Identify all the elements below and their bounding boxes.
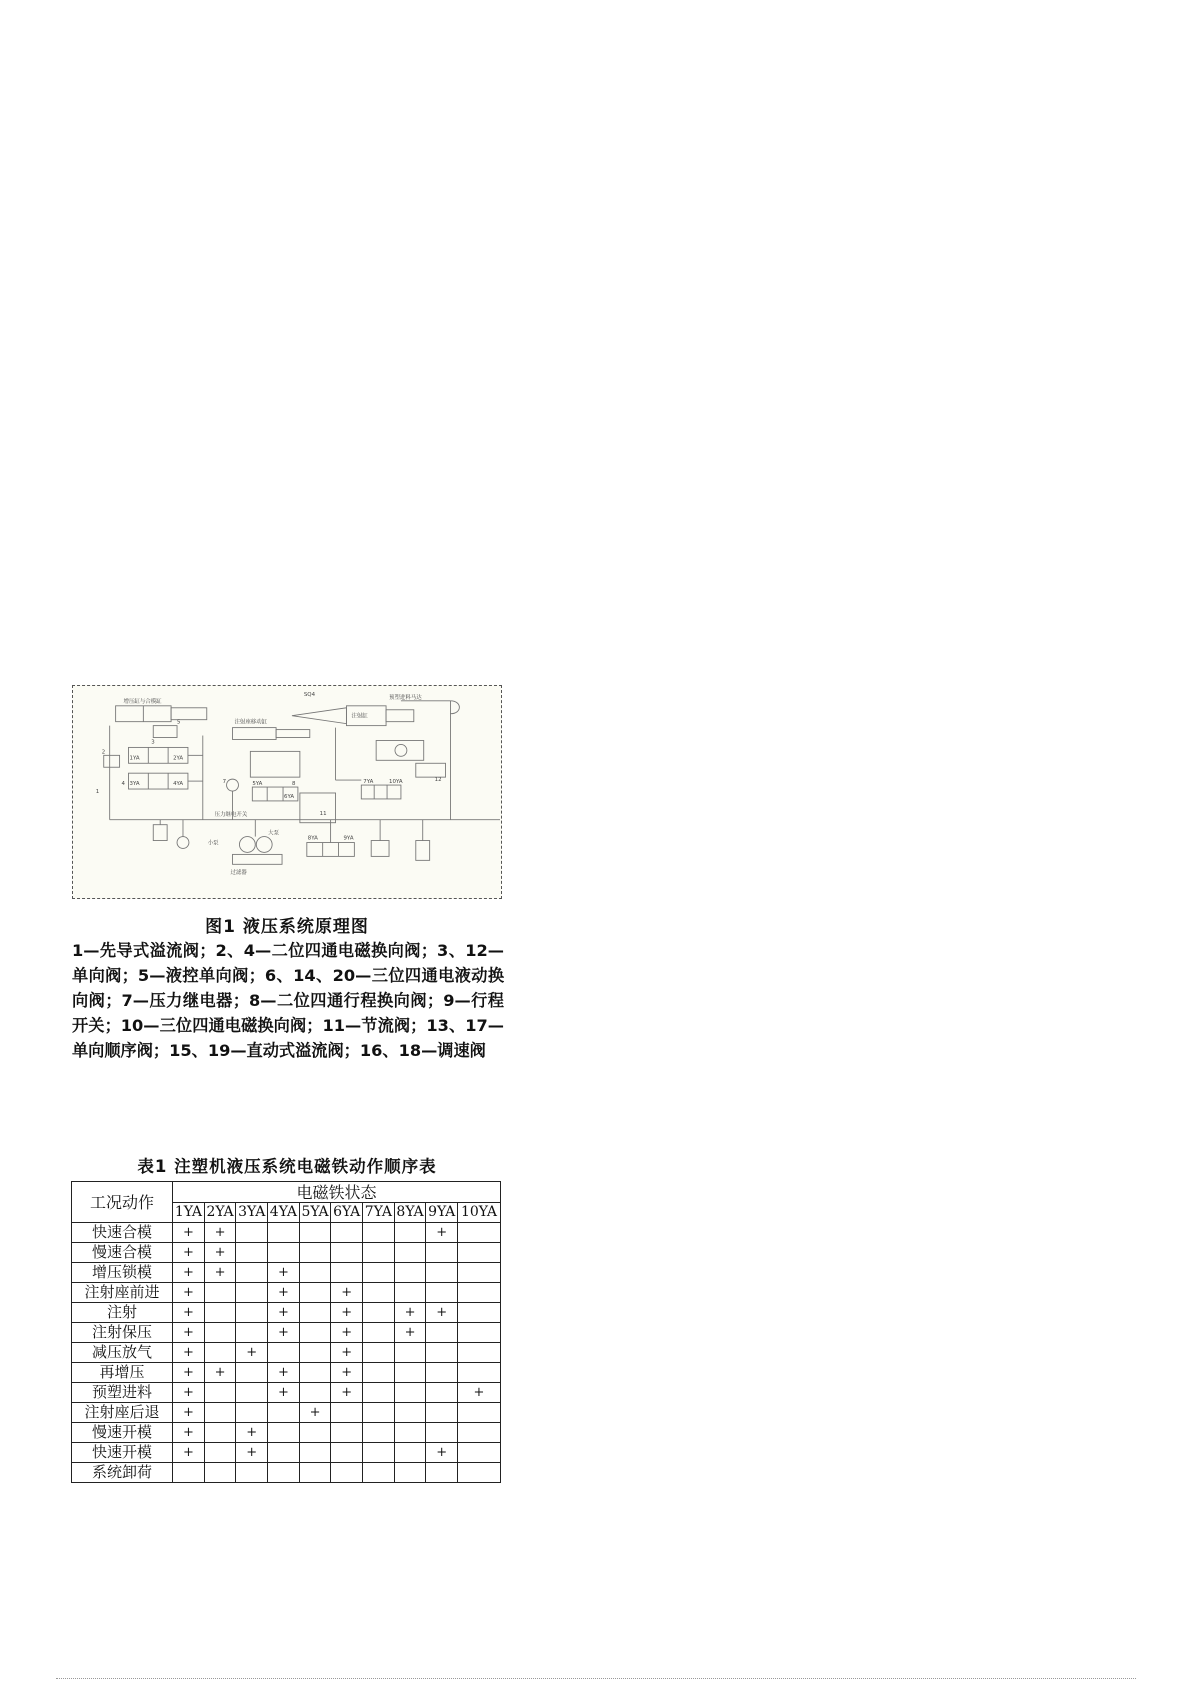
schematic-label-feed-motor: 预塑进料马达 bbox=[389, 694, 422, 701]
solenoid-state-cell bbox=[458, 1263, 501, 1283]
solenoid-state-cell bbox=[204, 1323, 236, 1343]
condition-cell: 再增压 bbox=[72, 1363, 173, 1383]
solenoid-state-cell bbox=[299, 1463, 331, 1483]
schematic-label-large-pump: 大泵 bbox=[268, 830, 280, 837]
solenoid-state-cell bbox=[204, 1463, 236, 1483]
solenoid-state-cell bbox=[363, 1263, 395, 1283]
solenoid-state-cell bbox=[268, 1223, 300, 1243]
condition-cell: 预塑进料 bbox=[72, 1383, 173, 1403]
schematic-label-7ya: 7YA bbox=[363, 779, 374, 786]
column-header-3ya: 3YA bbox=[236, 1203, 268, 1223]
solenoid-state-cell: + bbox=[331, 1363, 363, 1383]
schematic-label-3ya: 3YA bbox=[129, 781, 140, 788]
solenoid-state-cell bbox=[204, 1383, 236, 1403]
column-header-8ya: 8YA bbox=[394, 1203, 426, 1223]
schematic-label-clamp-cylinder: 增压缸与合模缸 bbox=[123, 698, 162, 705]
solenoid-state-cell bbox=[268, 1403, 300, 1423]
schematic-label-small-pump: 小泵 bbox=[207, 840, 219, 847]
solenoid-state-cell bbox=[394, 1463, 426, 1483]
solenoid-state-cell bbox=[331, 1443, 363, 1463]
solenoid-state-cell bbox=[236, 1403, 268, 1423]
condition-cell: 系统卸荷 bbox=[72, 1463, 173, 1483]
solenoid-state-cell: + bbox=[204, 1243, 236, 1263]
figure-legend: 1—先导式溢流阀；2、4—二位四通电磁换向阀；3、12—单向阀；5—液控单向阀；6、14、20—三位四通电液动换向阀；7—压力继电器；8—二位四通行程换向阀；9—行程开关；10—三位四通电磁换向阀；11—节流阀；13、17—单向顺序阀；15、19—直动式溢流阀；16、18—调速阀 bbox=[72, 941, 504, 1060]
solenoid-state-cell bbox=[236, 1383, 268, 1403]
solenoid-state-cell bbox=[299, 1343, 331, 1363]
solenoid-state-cell bbox=[331, 1223, 363, 1243]
schematic-label-8ya: 8YA bbox=[307, 835, 318, 842]
table-row bbox=[72, 1303, 501, 1323]
solenoid-state-cell: + bbox=[268, 1283, 300, 1303]
table-row bbox=[72, 1263, 501, 1283]
solenoid-state-cell: + bbox=[173, 1443, 205, 1463]
solenoid-state-cell bbox=[394, 1223, 426, 1243]
solenoid-state-cell: + bbox=[173, 1243, 205, 1263]
schematic-label-1ya: 1YA bbox=[129, 755, 140, 762]
table-row bbox=[72, 1283, 501, 1303]
solenoid-state-cell bbox=[331, 1403, 363, 1423]
solenoid-state-cell: + bbox=[204, 1363, 236, 1383]
solenoid-state-cell bbox=[236, 1463, 268, 1483]
solenoid-state-cell bbox=[299, 1363, 331, 1383]
condition-cell: 注射座后退 bbox=[72, 1403, 173, 1423]
solenoid-state-cell: + bbox=[173, 1423, 205, 1443]
table-body bbox=[72, 1223, 501, 1483]
solenoid-state-cell bbox=[394, 1263, 426, 1283]
solenoid-state-cell bbox=[299, 1443, 331, 1463]
solenoid-state-cell bbox=[299, 1283, 331, 1303]
solenoid-state-cell bbox=[236, 1323, 268, 1343]
solenoid-state-cell: + bbox=[236, 1423, 268, 1443]
schematic-label-9ya: 9YA bbox=[343, 835, 354, 842]
solenoid-state-cell bbox=[299, 1263, 331, 1283]
solenoid-state-cell bbox=[268, 1443, 300, 1463]
solenoid-state-cell bbox=[394, 1343, 426, 1363]
condition-cell: 注射保压 bbox=[72, 1323, 173, 1343]
solenoid-state-cell bbox=[204, 1423, 236, 1443]
solenoid-state-cell bbox=[363, 1303, 395, 1323]
condition-cell: 快速合模 bbox=[72, 1223, 173, 1243]
solenoid-state-cell bbox=[394, 1423, 426, 1443]
solenoid-state-cell: + bbox=[331, 1323, 363, 1343]
solenoid-state-cell bbox=[458, 1243, 501, 1263]
column-header-6ya: 6YA bbox=[331, 1203, 363, 1223]
table-row bbox=[72, 1423, 501, 1443]
schematic-label-injection-cylinder: 注射缸 bbox=[351, 713, 368, 720]
schematic-label-n8: 8 bbox=[291, 781, 296, 788]
solenoid-state-cell: + bbox=[458, 1383, 501, 1403]
solenoid-state-cell bbox=[363, 1443, 395, 1463]
solenoid-state-cell bbox=[204, 1403, 236, 1423]
solenoid-state-cell bbox=[299, 1223, 331, 1243]
schematic-label-n3: 3 bbox=[151, 739, 155, 746]
solenoid-state-cell bbox=[268, 1463, 300, 1483]
solenoid-state-cell bbox=[204, 1343, 236, 1363]
schematic-label-n7: 7 bbox=[222, 779, 227, 786]
solenoid-state-cell bbox=[458, 1443, 501, 1463]
solenoid-state-cell bbox=[426, 1363, 458, 1383]
solenoid-state-cell bbox=[458, 1343, 501, 1363]
solenoid-state-cell bbox=[426, 1243, 458, 1263]
solenoid-state-cell: + bbox=[173, 1383, 205, 1403]
solenoid-state-cell bbox=[363, 1383, 395, 1403]
solenoid-state-cell: + bbox=[331, 1283, 363, 1303]
solenoid-state-cell: + bbox=[173, 1223, 205, 1243]
solenoid-state-cell: + bbox=[236, 1343, 268, 1363]
schematic-label-6ya: 6YA bbox=[284, 793, 295, 800]
solenoid-state-cell bbox=[363, 1363, 395, 1383]
solenoid-state-cell bbox=[426, 1403, 458, 1423]
schematic-label-2ya: 2YA bbox=[173, 755, 184, 762]
solenoid-state-cell bbox=[204, 1443, 236, 1463]
figure-caption: 图1 液压系统原理图 bbox=[205, 917, 369, 937]
solenoid-state-cell bbox=[173, 1463, 205, 1483]
solenoid-state-cell bbox=[363, 1403, 395, 1423]
solenoid-state-cell bbox=[394, 1443, 426, 1463]
solenoid-state-cell: + bbox=[173, 1343, 205, 1363]
condition-cell: 减压放气 bbox=[72, 1343, 173, 1363]
table-row bbox=[72, 1383, 501, 1403]
solenoid-state-cell bbox=[363, 1463, 395, 1483]
solenoid-state-cell: + bbox=[268, 1303, 300, 1323]
solenoid-state-cell bbox=[394, 1243, 426, 1263]
solenoid-state-cell: + bbox=[426, 1223, 458, 1243]
solenoid-state-cell bbox=[458, 1403, 501, 1423]
column-header-9ya: 9YA bbox=[426, 1203, 458, 1223]
condition-cell: 快速开模 bbox=[72, 1443, 173, 1463]
table-row bbox=[72, 1343, 501, 1363]
solenoid-state-cell: + bbox=[236, 1443, 268, 1463]
solenoid-state-cell bbox=[299, 1323, 331, 1343]
solenoid-state-cell bbox=[426, 1463, 458, 1483]
condition-cell: 慢速合模 bbox=[72, 1243, 173, 1263]
solenoid-state-cell: + bbox=[173, 1303, 205, 1323]
solenoid-state-cell bbox=[363, 1323, 395, 1343]
solenoid-state-cell bbox=[458, 1463, 501, 1483]
solenoid-state-cell bbox=[394, 1383, 426, 1403]
solenoid-state-cell: + bbox=[394, 1323, 426, 1343]
solenoid-state-cell bbox=[331, 1263, 363, 1283]
column-header-1ya: 1YA bbox=[173, 1203, 205, 1223]
solenoid-state-cell: + bbox=[426, 1443, 458, 1463]
schematic-label-10ya: 10YA bbox=[389, 779, 403, 786]
solenoid-state-cell: + bbox=[173, 1403, 205, 1423]
page-bottom-rule bbox=[56, 1678, 1136, 1680]
solenoid-state-cell bbox=[236, 1303, 268, 1323]
schematic-label-filter: 过滤器 bbox=[230, 870, 247, 877]
solenoid-state-cell: + bbox=[204, 1223, 236, 1243]
solenoid-state-cell bbox=[458, 1423, 501, 1443]
column-header-4ya: 4YA bbox=[268, 1203, 300, 1223]
table-title: 表1 注塑机液压系统电磁铁动作顺序表 bbox=[137, 1157, 437, 1176]
table-row bbox=[72, 1463, 501, 1483]
column-header-5ya: 5YA bbox=[299, 1203, 331, 1223]
schematic-label-n11: 11 bbox=[319, 810, 327, 817]
solenoid-state-cell: + bbox=[268, 1263, 300, 1283]
schematic-label-sq4: SQ4 bbox=[303, 691, 316, 698]
solenoid-state-cell bbox=[331, 1463, 363, 1483]
solenoid-state-cell bbox=[236, 1243, 268, 1263]
solenoid-state-cell bbox=[299, 1423, 331, 1443]
table-row bbox=[72, 1443, 501, 1463]
solenoid-state-cell bbox=[458, 1283, 501, 1303]
column-header-10ya: 10YA bbox=[458, 1203, 501, 1223]
solenoid-state-cell: + bbox=[173, 1363, 205, 1383]
solenoid-state-cell: + bbox=[299, 1403, 331, 1423]
table-row bbox=[72, 1403, 501, 1423]
solenoid-state-cell bbox=[426, 1283, 458, 1303]
solenoid-state-cell bbox=[426, 1263, 458, 1283]
solenoid-state-cell bbox=[204, 1283, 236, 1303]
solenoid-state-cell bbox=[268, 1343, 300, 1363]
solenoid-state-cell: + bbox=[394, 1303, 426, 1323]
solenoid-state-cell: + bbox=[331, 1343, 363, 1363]
solenoid-state-cell bbox=[426, 1383, 458, 1403]
group-header-cell: 电磁铁状态 bbox=[173, 1182, 501, 1203]
solenoid-state-cell bbox=[236, 1263, 268, 1283]
solenoid-state-cell bbox=[363, 1243, 395, 1263]
solenoid-state-cell bbox=[236, 1363, 268, 1383]
solenoid-state-cell: + bbox=[204, 1263, 236, 1283]
condition-cell: 注射 bbox=[72, 1303, 173, 1323]
column-header-7ya: 7YA bbox=[363, 1203, 395, 1223]
solenoid-state-cell: + bbox=[268, 1383, 300, 1403]
solenoid-state-cell: + bbox=[173, 1323, 205, 1343]
solenoid-state-cell bbox=[394, 1363, 426, 1383]
solenoid-state-cell: + bbox=[268, 1363, 300, 1383]
schematic-label-n2: 2 bbox=[101, 749, 106, 756]
solenoid-state-cell: + bbox=[268, 1323, 300, 1343]
solenoid-state-cell bbox=[363, 1343, 395, 1363]
schematic-label-n5: 5 bbox=[177, 719, 181, 726]
solenoid-state-cell: + bbox=[426, 1303, 458, 1323]
schematic-label-4ya: 4YA bbox=[173, 781, 184, 788]
condition-cell: 增压锁模 bbox=[72, 1263, 173, 1283]
solenoid-state-cell bbox=[426, 1323, 458, 1343]
table-row bbox=[72, 1363, 501, 1383]
condition-cell: 注射座前进 bbox=[72, 1283, 173, 1303]
schematic-label-pressure-switch: 压力继电开关 bbox=[214, 811, 248, 818]
hydraulic-schematic-drawing bbox=[73, 686, 501, 898]
schematic-label-5ya: 5YA bbox=[252, 781, 263, 788]
solenoid-state-cell: + bbox=[173, 1263, 205, 1283]
solenoid-state-cell bbox=[394, 1283, 426, 1303]
solenoid-state-cell bbox=[458, 1223, 501, 1243]
table-row bbox=[72, 1323, 501, 1343]
solenoid-state-cell bbox=[204, 1303, 236, 1323]
schematic-label-n12: 12 bbox=[434, 777, 442, 784]
schematic-label-seat-cylinder: 注射座移动缸 bbox=[234, 719, 268, 726]
solenoid-state-cell bbox=[426, 1343, 458, 1363]
solenoid-state-cell bbox=[331, 1243, 363, 1263]
solenoid-state-cell bbox=[363, 1423, 395, 1443]
solenoid-state-cell bbox=[299, 1303, 331, 1323]
solenoid-state-cell bbox=[331, 1423, 363, 1443]
solenoid-state-cell bbox=[458, 1303, 501, 1323]
solenoid-state-cell bbox=[458, 1363, 501, 1383]
column-header-2ya: 2YA bbox=[204, 1203, 236, 1223]
solenoid-sequence-table bbox=[71, 1181, 501, 1483]
solenoid-state-cell bbox=[299, 1383, 331, 1403]
hydraulic-schematic-figure bbox=[72, 685, 502, 899]
solenoid-state-cell bbox=[363, 1283, 395, 1303]
solenoid-state-cell: + bbox=[331, 1303, 363, 1323]
solenoid-state-cell bbox=[236, 1283, 268, 1303]
row-header-cell: 工况动作 bbox=[72, 1182, 173, 1223]
solenoid-state-cell bbox=[299, 1243, 331, 1263]
solenoid-state-cell bbox=[268, 1423, 300, 1443]
solenoid-state-cell bbox=[458, 1323, 501, 1343]
solenoid-state-cell: + bbox=[173, 1283, 205, 1303]
solenoid-state-cell: + bbox=[331, 1383, 363, 1403]
solenoid-state-cell bbox=[268, 1243, 300, 1263]
schematic-label-n1: 1 bbox=[95, 788, 100, 795]
solenoid-state-cell bbox=[236, 1223, 268, 1243]
schematic-label-n4: 4 bbox=[121, 781, 126, 788]
solenoid-state-cell bbox=[394, 1403, 426, 1423]
solenoid-state-cell bbox=[426, 1423, 458, 1443]
condition-cell: 慢速开模 bbox=[72, 1423, 173, 1443]
table-row bbox=[72, 1223, 501, 1243]
table-row bbox=[72, 1243, 501, 1263]
solenoid-state-cell bbox=[363, 1223, 395, 1243]
